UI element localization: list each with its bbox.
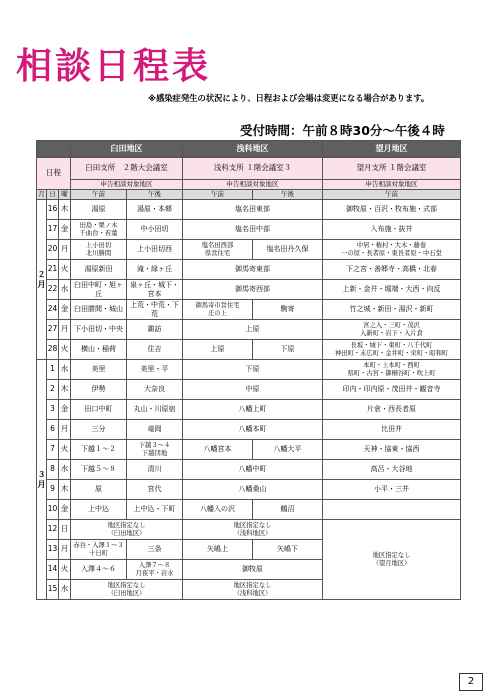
district-cell: 本町・上本町・西町 県町・古宮・御桐谷町・吹上町 [323,360,461,380]
day-cell: 22 [47,280,59,300]
district-cell: 矢嶋下 [253,540,323,560]
schedule-row [37,520,461,540]
district-cell: 湯原新田 [71,260,127,280]
district-cell: 御牧原・百沢・牧布施・式部 [323,200,461,220]
weekday-cell: 木 [59,200,71,220]
district-cell: 上小田切西 [127,240,183,260]
weekday-cell: 水 [59,460,71,480]
district-cell: 横山・稲荷 [71,340,127,360]
day-cell: 12 [47,520,59,540]
district-cell: 上荒・中荒・下荒 [127,300,183,320]
weekday-cell: 金 [59,500,71,520]
district-cell: 塩名田中部 [183,220,323,240]
district-cell: 中小田切 [127,220,183,240]
district-cell: 中居・権村・大木・藤巻 一の原・長者原・東長者原・中石堂 [323,240,461,260]
district-cell: 清川 [127,460,183,480]
district-cell: 駒寄 [253,300,323,320]
weekday-cell: 火 [59,440,71,460]
district-cell: 田口中町 [71,400,127,420]
district-cell: 赤谷・入澤１～３ 十日町 [71,540,127,560]
district-cell: 八幡入の沢 [183,500,253,520]
am-header: 午前 [183,190,253,200]
district-cell: 竜岡 [127,420,183,440]
district-cell: 比田井 [323,420,461,440]
day-cell: 20 [47,240,59,260]
area-header-usuda: 臼田地区 [71,141,183,158]
district-cell: 湯原 [71,200,127,220]
schedule-row [37,500,461,520]
weekday-cell: 水 [59,280,71,300]
day-cell: 9 [47,480,59,500]
day-cell: 17 [47,220,59,240]
venue-row [37,158,461,180]
district-cell: 八幡宮本 [183,440,253,460]
weekday-cell: 月 [59,320,71,340]
district-cell: 臼田勝間・城山 [71,300,127,320]
district-cell: 八幡桑山 [183,480,323,500]
target-label-asashina: 申告相談対象地区 [183,180,323,190]
district-cell: 上原 [183,320,323,340]
district-cell: 地区指定なし （臼田地区） [71,580,183,600]
district-cell: 長坂・城下・東町・八千代町 神田町・末広町・金井町・栄町・昭和町 [323,340,461,360]
district-cell: 宮代 [127,480,183,500]
day-cell: 3 [47,400,59,420]
schedule-row [37,260,461,280]
venue-mochizuki: 望月支所 １階会議室 [323,158,461,180]
pm-header: 午後 [253,190,323,200]
day-cell: 1 [47,360,59,380]
schedule-row [37,220,461,240]
page-title: 相談日程表 [16,46,212,87]
district-cell: 上中込 [71,500,127,520]
district-cell: 片倉・西長者原 [323,400,461,420]
district-cell: 三条 [127,540,183,560]
venue-usuda: 臼田支所 ２階大会議室 [71,158,183,180]
district-cell: 矢嶋上 [183,540,253,560]
weekday-cell: 火 [59,260,71,280]
district-cell: 下越５～８ [71,460,127,480]
district-cell: 美里 [71,360,127,380]
month-cell: ２月 [37,200,47,360]
district-cell: 住吉 [127,340,183,360]
district-cell: 地区指定なし （臼田地区） [71,520,183,540]
district-cell: 美里・平 [127,360,183,380]
target-label-mochizuki: 申告相談対象地区 [323,180,461,190]
district-cell: 滝・緑ヶ丘 [127,260,183,280]
target-row [37,180,461,190]
schedule-row [37,400,461,420]
col-day-header: 日 [47,190,59,200]
weekday-cell: 日 [59,520,71,540]
weekday-cell: 金 [59,400,71,420]
am-header: 午前 [71,190,127,200]
day-cell: 27 [47,320,59,340]
schedule-table [36,140,461,600]
weekday-cell: 火 [59,560,71,580]
district-cell: 上原 [183,340,253,360]
district-cell: 天神・協東・協西 [323,440,461,460]
weekday-cell: 月 [59,240,71,260]
col-month-header: 月 [38,189,45,198]
district-cell: 丸山・川原宿 [127,400,183,420]
district-cell: 中原 [183,380,323,400]
district-cell: 下原 [253,340,323,360]
district-cell: 地区指定なし （浅科地区） [183,520,323,540]
weekday-cell: 金 [59,300,71,320]
day-cell: 10 [47,500,59,520]
district-cell: 地区指定なし （浅科地区） [183,580,323,600]
target-label-usuda: 申告相談対象地区 [71,180,183,190]
district-cell: 小平・三井 [323,480,461,500]
area-header-mochizuki: 望月地区 [323,141,461,158]
district-cell: 下越１～２ [71,440,127,460]
district-cell: 原 [71,480,127,500]
district-cell: 印内・印内原・茂田井・観音寺 [323,380,461,400]
district-cell: 八幡本町 [183,420,323,440]
schedule-row [37,320,461,340]
schedule-row [37,300,461,320]
day-cell: 14 [47,560,59,580]
district-cell: 泉ヶ丘・城下・宮本 [127,280,183,300]
district-cell: 入布施・抜井 [323,220,461,240]
day-cell: 21 [47,260,59,280]
district-cell: 塩名田西部 県営住宅 [183,240,253,260]
district-cell: 塩名田丹久保 [253,240,323,260]
day-cell: 24 [47,300,59,320]
district-cell: 竹之城・新田・湯沢・新町 [323,300,461,320]
district-cell: 下原 [183,360,323,380]
page-number: 2 [459,673,483,691]
district-cell: 湯原・本郷 [127,200,183,220]
day-cell: 15 [47,580,59,600]
weekday-cell: 月 [59,540,71,560]
district-cell: 上中込・下町 [127,500,183,520]
ampm-row [37,190,461,200]
schedule-row [37,420,461,440]
district-cell: 臼田中町・旭ヶ丘 [71,280,127,300]
schedule-row [37,380,461,400]
district-cell: 諏訪 [127,320,183,340]
district-cell [323,500,461,520]
day-cell: 7 [47,440,59,460]
district-cell: 八幡中町 [183,460,323,480]
district-cell: 鶴沼 [253,500,323,520]
area-header-asashina: 浅科地区 [183,141,323,158]
notice-text: ※感染症発生の状況により、日程および会場は変更になる場合があります。 [148,93,430,103]
venue-asashina: 浅科支所 １階会議室３ [183,158,323,180]
schedule-row [37,340,461,360]
day-cell: 16 [47,200,59,220]
schedule-row [37,240,461,260]
weekday-cell: 火 [59,340,71,360]
day-cell: 28 [47,340,59,360]
schedule-row [37,200,461,220]
district-cell: 三分 [71,420,127,440]
district-cell: 田島・栗ノ木 千曲台・若葉 [71,220,127,240]
district-cell: 下越３～４ 下越団地 [127,440,183,460]
weekday-cell: 木 [59,480,71,500]
schedule-label: 日程 [37,158,71,190]
area-header-row [37,141,461,158]
weekday-cell: 水 [59,360,71,380]
district-cell: 御牧原 [183,560,323,580]
district-cell: 伊勢 [71,380,127,400]
district-cell: 大奈良 [127,380,183,400]
weekday-cell: 金 [59,220,71,240]
schedule-body [37,200,461,600]
district-cell: 塩名田東部 [183,200,323,220]
schedule-row [37,280,461,300]
day-cell: 2 [47,380,59,400]
am-header: 午前 [323,190,461,200]
col-dow-header: 曜 [59,190,71,200]
schedule-row [37,440,461,460]
district-cell: 高呂・大谷地 [323,460,461,480]
district-cell: 御馬寄西部 [183,280,323,300]
district-cell: 上小田切 北川勝間 [71,240,127,260]
weekday-cell: 月 [59,420,71,440]
district-cell: 下之宮・善郷寺・高橋・北春 [323,260,461,280]
corner-cell [37,141,71,158]
schedule-row [37,460,461,480]
day-cell: 8 [47,460,59,480]
district-cell: 御馬寄市営住宅 庄の上 [183,300,253,320]
reception-hours: 受付時間：午前８時30分～午後４時 [240,123,445,138]
district-cell: 入澤４～６ [71,560,127,580]
schedule-row [37,480,461,500]
day-cell: 13 [47,540,59,560]
district-cell: 地区指定なし （望月地区） [323,520,461,600]
weekday-cell: 木 [59,380,71,400]
district-cell: 入澤７～８ 月夜平・岩水 [127,560,183,580]
district-cell: 八幡上町 [183,400,323,420]
district-cell: 上新・金井・堀端・大西・向反 [323,280,461,300]
schedule-row [37,360,461,380]
district-cell: 下小田切・中央 [71,320,127,340]
weekday-cell: 水 [59,580,71,600]
day-cell: 6 [47,420,59,440]
month-cell: ３月 [37,360,47,600]
district-cell: 宮之入・三町・茂沢 入新町・岩下・入片倉 [323,320,461,340]
pm-header: 午後 [127,190,183,200]
district-cell: 御馬寄東部 [183,260,323,280]
district-cell: 八幡大平 [253,440,323,460]
